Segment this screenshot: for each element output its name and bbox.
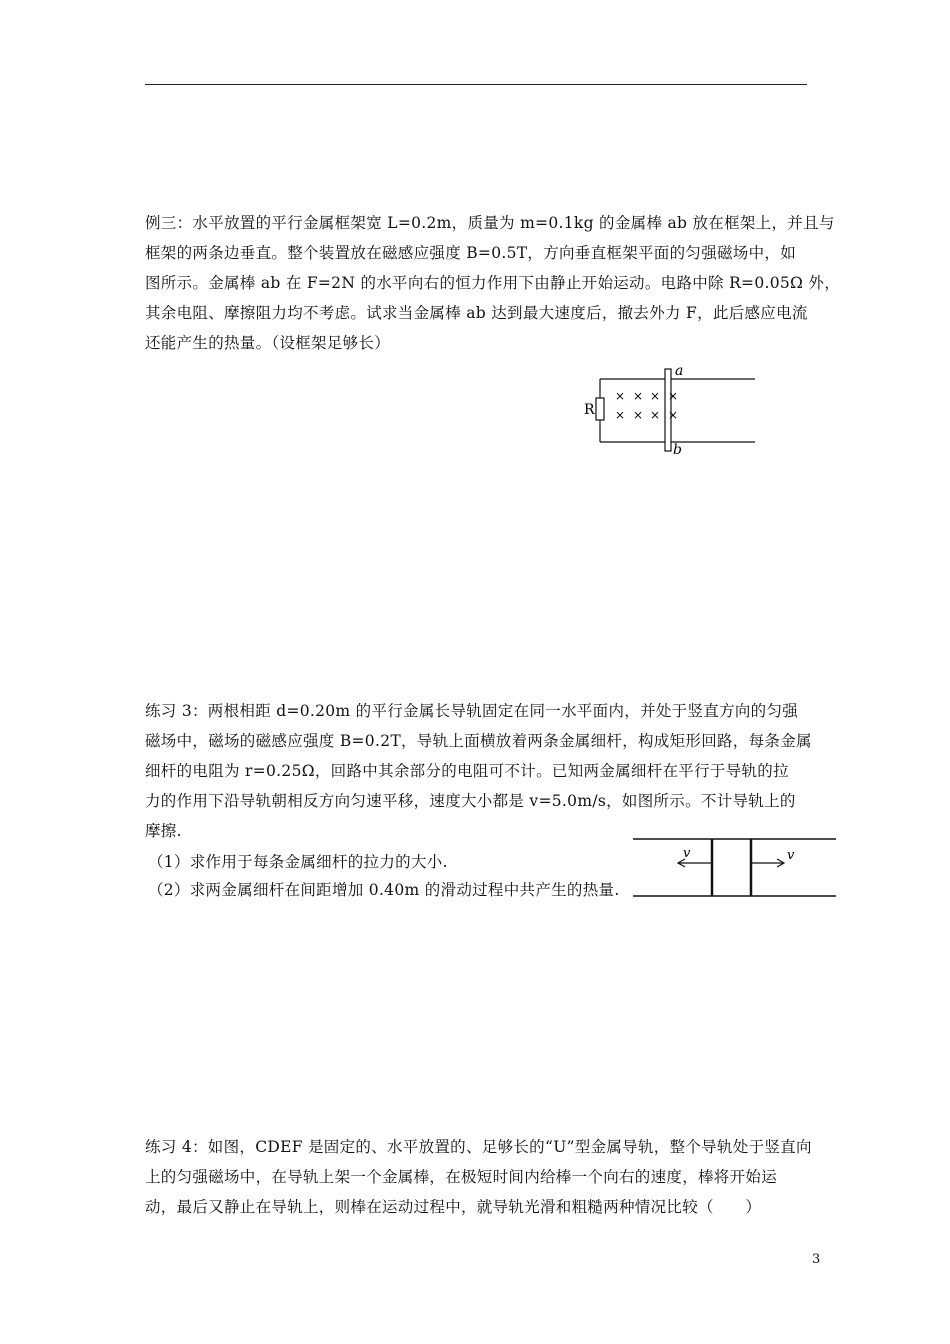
exercise4-text [145,1132,810,1222]
example3-line: 图所示。金属棒 ab 在 F=2N 的水平向右的恒力作用下由静止开始运动。电路中除 R=0.05Ω 外， [145,274,841,292]
resistor-label: R [584,402,595,418]
exercise3-rails-diagram [633,833,838,903]
example3-line: 还能产生的热量。（设框架足够长） [145,334,391,352]
page-number: 3 [812,1252,821,1267]
rod-label-b: b [673,442,682,458]
exercise3-line: 力的作用下沿导轨朝相反方向匀速平移，速度大小都是 v=5.0m/s，如图所示。不计导轨上的 [145,792,796,810]
example3-circuit-diagram [580,362,770,462]
field-cross: × [615,389,626,403]
velocity-label-right: v [787,848,795,863]
example3-line: 框架的两条边垂直。整个装置放在磁感应强度 B=0.5T，方向垂直框架平面的匀强磁场中，如 [145,244,796,262]
field-cross: × [650,389,661,403]
field-cross: × [615,408,626,422]
exercise3-question-1: （1）求作用于每条金属细杆的拉力的大小. [148,853,448,871]
field-cross: × [633,389,644,403]
exercise3-question-2: （2）求两金属细杆在间距增加 0.40m 的滑动过程中共产生的热量. [148,881,620,899]
exercise3-text [145,696,810,846]
example3-line: 例三：水平放置的平行金属框架宽 L=0.2m，质量为 m=0.1kg 的金属棒 ab 放在框架上，并且与 [145,214,835,232]
exercise3-line: 摩擦. [145,822,182,840]
field-cross: × [668,408,679,422]
exercise4-line: 练习 4：如图，CDEF 是固定的、水平放置的、足够长的“U”型金属导轨，整个导轨处于竖直向 [145,1138,812,1156]
exercise3-line: 磁场中，磁场的磁感应强度 B=0.2T，导轨上面横放着两条金属细杆，构成矩形回路，每条金属 [145,732,812,750]
exercise4-line: 动，最后又静止在导轨上，则棒在运动过程中，就导轨光滑和粗糙两种情况比较（ ） [145,1198,762,1216]
field-cross: × [650,408,661,422]
rod-label-a: a [675,363,684,379]
exercise4-line: 上的匀强磁场中，在导轨上架一个金属棒，在极短时间内给棒一个向右的速度，棒将开始运 [145,1168,778,1186]
field-cross: × [668,389,679,403]
exercise3-line: 练习 3：两根相距 d=0.20m 的平行金属长导轨固定在同一水平面内，并处于竖直方向的匀强 [145,702,799,720]
velocity-label-left: v [683,846,691,861]
exercise3-line: 细杆的电阻为 r=0.25Ω，回路中其余部分的电阻可不计。已知两金属细杆在平行于导轨的拉 [145,762,789,780]
example3-text [145,208,841,358]
resistor [596,398,604,420]
header-rule [145,84,807,85]
example3-line: 其余电阻、摩擦阻力均不考虑。试求当金属棒 ab 达到最大速度后，撤去外力 F，此后感应电流 [145,304,808,322]
field-cross: × [633,408,644,422]
